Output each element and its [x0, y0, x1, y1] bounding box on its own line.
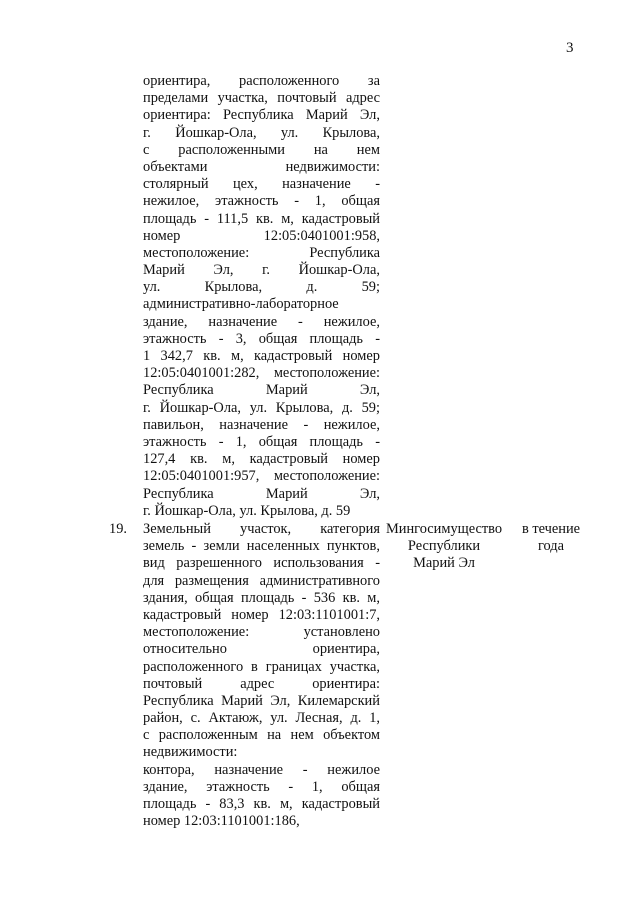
item19-line: кадастровый номер 12:03:1101001:7,: [143, 606, 380, 623]
item19-line: контора, назначение - нежилое: [143, 761, 380, 778]
cont-line: павильон, назначение - нежилое,: [143, 416, 380, 433]
cont-line: этажность - 3, общая площадь -: [143, 330, 380, 347]
term-line: года: [537, 538, 565, 555]
cont-line: ул. Крылова, д. 59;: [143, 279, 380, 296]
item19-line: вид разрешенного использования -: [143, 555, 380, 572]
cont-line: г. Йошкар-Ола, ул. Крылова, д. 59;: [143, 399, 380, 416]
item-19-responsible: [385, 521, 503, 573]
item19-line: недвижимости:: [143, 744, 238, 761]
resp-line: Мингосимущество: [385, 521, 503, 537]
cont-line: Республика Марий Эл,: [143, 485, 380, 502]
cont-line: объектами недвижимости:: [143, 158, 380, 175]
item19-line: Земельный участок, категория: [143, 521, 380, 537]
item19-line: номер 12:03:1101001:186,: [143, 813, 300, 830]
item19-line: расположенного в границах участка,: [143, 658, 380, 675]
cont-line: Республика Марий Эл,: [143, 382, 380, 399]
page-number: 3: [566, 40, 574, 56]
item19-line: площадь - 83,3 кв. м, кадастровый: [143, 796, 380, 812]
item19-line: с расположенным на нем объектом: [143, 727, 380, 744]
item19-line: относительно ориентира,: [143, 641, 380, 658]
cont-line: г. Йошкар-Ола, ул. Крылова,: [143, 124, 380, 141]
resp-line: Марий Эл: [413, 555, 475, 572]
cont-line: г. Йошкар-Ола, ул. Крылова, д. 59: [143, 502, 351, 519]
cont-line: площадь - 111,5 кв. м, кадастровый: [143, 210, 380, 227]
cont-line: Марий Эл, г. Йошкар-Ола,: [143, 262, 380, 279]
cont-line: 127,4 кв. м, кадастровый номер: [143, 451, 380, 468]
item19-line: район, с. Актаюж, ул. Лесная, д. 1,: [143, 710, 380, 727]
cont-line: пределами участка, почтовый адрес: [143, 90, 380, 107]
cont-line: административно-лабораторное: [143, 296, 339, 313]
cont-line: местоположение: Республика: [143, 244, 380, 261]
item-19-number: 19.: [109, 521, 127, 537]
cont-line: 12:05:0401001:957, местоположение:: [143, 468, 380, 485]
item19-line: здание, этажность - 1, общая: [143, 778, 380, 795]
item19-line: земель - земли населенных пунктов,: [143, 538, 380, 555]
cont-line: с расположенными на нем: [143, 141, 380, 158]
cont-line: столярный цех, назначение -: [143, 176, 380, 193]
item19-line: здания, общая площадь - 536 кв. м,: [143, 589, 380, 606]
item19-line: местоположение: установлено: [143, 624, 380, 641]
item19-line: почтовый адрес ориентира:: [143, 675, 380, 692]
resp-line: Республики: [407, 538, 481, 555]
cont-line: номер 12:05:0401001:958,: [143, 227, 380, 244]
cont-line: ориентира: Республика Марий Эл,: [143, 107, 380, 124]
cont-line: ориентира, расположенного за: [143, 73, 380, 89]
continuation-text: [143, 73, 380, 520]
item19-line: для размещения административного: [143, 572, 380, 589]
cont-line: этажность - 1, общая площадь -: [143, 433, 380, 450]
cont-line: 1 342,7 кв. м, кадастровый номер: [143, 348, 380, 364]
cont-line: 12:05:0401001:282, местоположение:: [143, 365, 380, 382]
term-line: в течение: [521, 521, 581, 537]
item19-line: Республика Марий Эл, Килемарский: [143, 692, 380, 709]
cont-line: здание, назначение - нежилое,: [143, 313, 380, 330]
item-19-description: [143, 521, 380, 830]
item-19-term: [504, 521, 598, 555]
cont-line: нежилое, этажность - 1, общая: [143, 193, 380, 210]
